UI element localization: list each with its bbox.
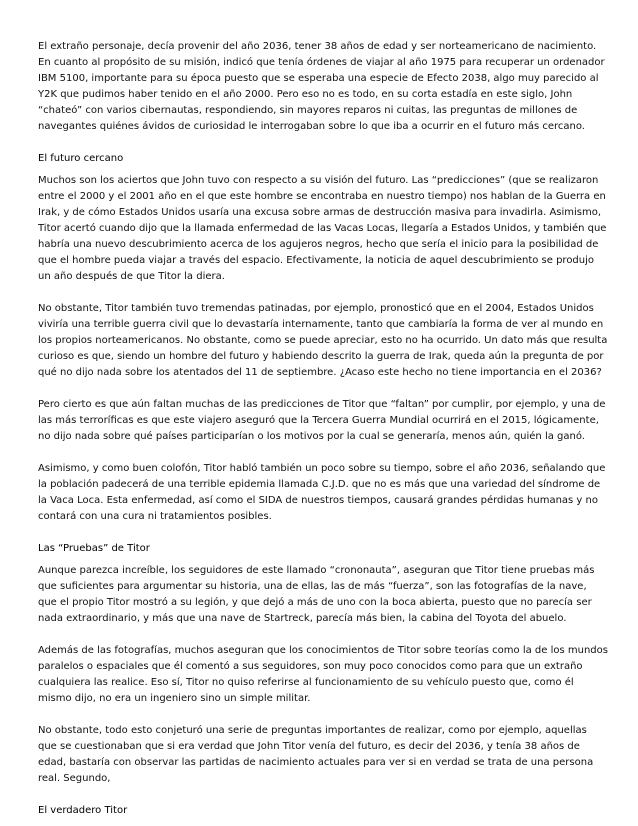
paragraph-crononauta: Aunque parezca increíble, los seguidores de este llamado “crononauta”, aseguran que Titor tiene pruebas más que suficientes para argumentar su historia, una de ellas, las de más “fuerza”, son las fotografías de la nave, que el propio Titor mostró a su legión, y que dejó a más de uno con la boca abierta, puesto que no parecía ser nada extraordinario, y más que una nave de Startreck, parecía más bien, la cabina del Toyota del abuelo.	[38, 565, 595, 624]
heading-pruebas: Las “Pruebas” de Titor	[38, 543, 150, 554]
heading-futuro-cercano: El futuro cercano	[38, 153, 124, 164]
paragraph-intro: El extraño personaje, decía provenir del año 2036, tener 38 años de edad y ser norteamericano de nacimiento. En cuanto al propósito de su misión, indicó que tenía órdenes de viajar al año 1975 para recuperar un ordenador IBM 5100, importante para su época puesto que se esperaba una especie de Efecto 2038, algo muy parecido al Y2K que pudimos haber tenido en el año 2000. Pero eso no es todo, en su corta estadía en este siglo, John “chateó” con varios cibernautas, respondiendo, sin mayores reparos ni cuitas, las preguntas de millones de navegantes quiénes ávidos de curiosidad le interrogaban sobre lo que iba a ocurrir en el futuro más cercano.	[38, 41, 605, 132]
paragraph-predicciones-pendientes: Pero cierto es que aún faltan muchas de las predicciones de Titor que “faltan” por cumplir, por ejemplo, y una de las más terroríficas es que este viajero aseguró que la Tercera Guerra Mundial ocurrirá en el 2015, lógicamente, no dijo nada sobre qué países participarían o los motivos por la cual se generaría, menos aún, quién la ganó.	[38, 399, 606, 442]
paragraph-colofon: Asimismo, y como buen colofón, Titor habló también un poco sobre su tiempo, sobre el año 2036, señalando que la población padecerá de una terrible epidemia llamada C.J.D. que no es más que una variedad del síndrome de la Vaca Loca. Esta enfermedad, así como el SIDA de nuestros tiempos, causará grandes pérdidas humanas y no contará con una cura ni tratamientos posibles.	[38, 463, 606, 522]
paragraph-preguntas: No obstante, todo esto conjeturó una serie de preguntas importantes de realizar, como por ejemplo, aquellas que se cuestionaban que si era verdad que John Titor venía del futuro, es decir del 2036, y tenía 38 años de edad, bastaría con observar las partidas de nacimiento actuales para ver si en verdad se trata de una persona real. Segundo,	[38, 725, 594, 784]
paragraph-fotografias: Además de las fotografías, muchos aseguran que los conocimientos de Titor sobre teorías como la de los mundos paralelos o espaciales que él comentó a sus seguidores, son muy poco conocidos como para que un extraño cualquiera las realice. Eso sí, Titor no quiso referirse al funcionamiento de su vehículo puesto que, como él mismo dijo, no era un ingeniero sino un simple militar.	[38, 645, 608, 704]
paragraph-patinadas: No obstante, Titor también tuvo tremendas patinadas, por ejemplo, pronosticó que en el 2004, Estados Unidos viviría una terrible guerra civil que lo devastaría internamente, tanto que cambiaría la forma de ver al mundo en los propios norteamericanos. No obstante, como se puede apreciar, esto no ha ocurrido. Un dato más que resulta curioso es que, siendo un hombre del futuro y habiendo descrito la guerra de Irak, queda aún la pregunta de por qué no dijo nada sobre los atentados del 11 de septiembre. ¿Acaso este hecho no tiene importancia en el 2036?	[38, 303, 608, 378]
heading-verdadero-titor: El verdadero Titor	[38, 805, 128, 816]
paragraph-aciertos: Muchos son los aciertos que John tuvo con respecto a su visión del futuro. Las “predicciones” (que se realizaron entre el 2000 y el 2001 año en el que este hombre se encontraba en nuestro tiempo) nos hablan de la Guerra en Irak, y de cómo Estados Unidos usaría una excusa sobre armas de destrucción masiva para invadirla. Asimismo, Titor acertó cuando dijo que la llamada enfermedad de las Vacas Locas, llegaría a Estados Unidos, y también que habría una nuevo descubrimiento acerca de los agujeros negros, hecho que sería el inicio para la posibilidad de que el hombre pueda viajar a través del espacio. Efectivamente, la noticia de aquel descubrimiento se produjo un año después de que Titor la diera.	[38, 175, 607, 282]
